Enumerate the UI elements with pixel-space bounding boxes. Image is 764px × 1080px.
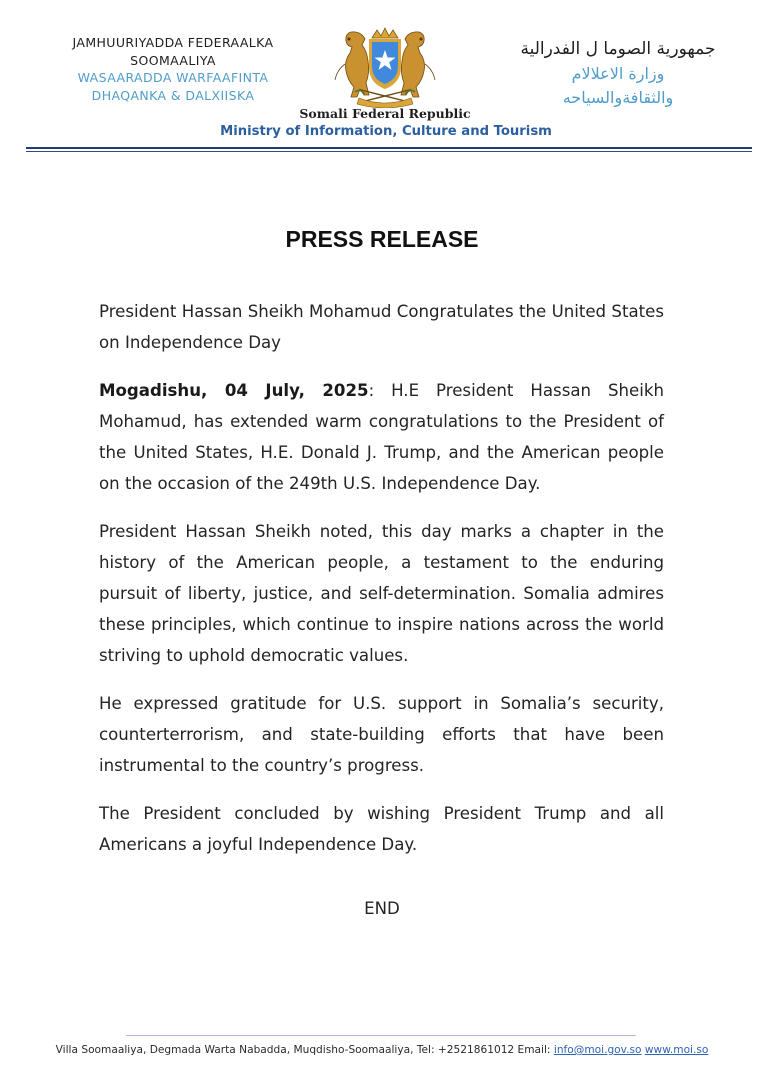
headline: President Hassan Sheikh Mohamud Congratulates the United States on Independence Day bbox=[99, 302, 664, 352]
footer-email-link[interactable]: info@moi.gov.so bbox=[553, 1044, 642, 1056]
dateline: Mogadishu, 04 July, 2025 bbox=[99, 381, 369, 400]
letterhead-somali-line2: SOOMAALIYA bbox=[130, 52, 216, 68]
letterhead-somali-block bbox=[60, 34, 286, 104]
paragraph-4: The President concluded by wishing President Trump and all Americans a joyful Independence Day. bbox=[99, 804, 664, 854]
letterhead-english-republic: Somali Federal Republic bbox=[299, 106, 471, 121]
letterhead-somali-ministry-line2: DHAQANKA & DALXIISKA bbox=[91, 87, 255, 103]
letterhead-divider bbox=[26, 147, 752, 149]
somali-coat-of-arms-icon bbox=[331, 24, 439, 108]
paragraph-1-text: : H.E President Hassan Sheikh Mohamud, has extended warm congratulations to the President of the United States, H.E. Donald J. Trump, and the American people on the occasion of the 249th U.S. Independence Day. bbox=[99, 381, 664, 493]
letterhead-arabic-line3: والثقافةوالسياحه bbox=[562, 88, 674, 107]
footer-address: Villa Soomaaliya, Degmada Warta Nabadda, Muqdisho-Soomaaliya, Tel: +2521861012 Email: bbox=[55, 1044, 554, 1056]
footer-divider bbox=[126, 1035, 636, 1036]
paragraph-2: President Hassan Sheikh noted, this day marks a chapter in the history of the American people, a testament to the enduring pursuit of liberty, justice, and self-determination. Somalia admires these principles, which continue to inspire nations across the world striving to uphold democratic values. bbox=[99, 522, 664, 665]
document-title: PRESS RELEASE bbox=[285, 226, 479, 252]
letterhead-somali-line1: JAMHUURIYADDA FEDERAALKA bbox=[72, 35, 274, 50]
letterhead-arabic-block bbox=[498, 36, 738, 110]
paragraph-1 bbox=[99, 375, 664, 499]
press-release-body bbox=[99, 296, 664, 877]
paragraph-3: He expressed gratitude for U.S. support in Somalia’s security, counterterrorism, and state-building efforts that have been instrumental to the country’s progress. bbox=[99, 694, 664, 775]
footer-contact bbox=[0, 1044, 764, 1056]
footer-website-link[interactable]: www.moi.so bbox=[644, 1044, 709, 1056]
letterhead-english-ministry: Ministry of Information, Culture and Tourism bbox=[220, 124, 552, 139]
letterhead-somali-ministry-line1: WASAARADDA WARFAAFINTA bbox=[77, 70, 269, 85]
letterhead-arabic-line1: جمهورية الصوما ل الفدرالية bbox=[520, 39, 716, 59]
end-marker: END bbox=[364, 899, 400, 918]
letterhead-arabic-line2: وزارة الاعلالام bbox=[571, 64, 665, 83]
letterhead-divider-thin bbox=[26, 151, 752, 152]
